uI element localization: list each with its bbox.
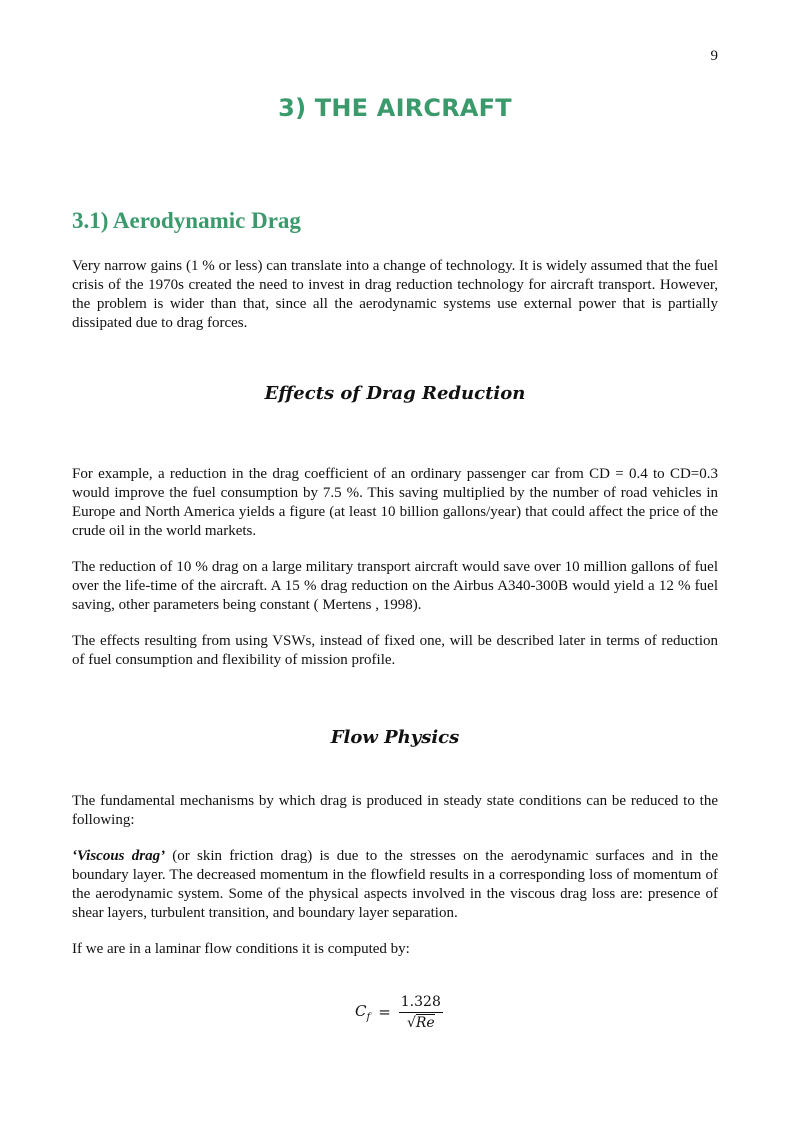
- intro-paragraph: Very narrow gains (1 % or less) can translate into a change of technology. It is widely assumed that the fuel crisis of the 1970s created the need to invest in drag reduction technology for aircraft transport. However, the problem is wider than that, since all the aerodynamic systems use external power that is partially dissipated due to drag forces.: [72, 258, 718, 331]
- mechanisms-paragraph: The fundamental mechanisms by which drag is produced in steady state conditions can be reduced to the following:: [72, 793, 718, 828]
- skin-friction-formula: [355, 990, 443, 1034]
- vsw-paragraph: The effects resulting from using VSWs, instead of fixed one, will be described later in terms of reduction of fuel consumption and flexibility of mission profile.: [72, 633, 718, 668]
- formula-numerator: 1.328: [399, 994, 443, 1013]
- subheading-effects: Effects of Drag Reduction: [264, 383, 526, 404]
- formula-equals: =: [378, 1003, 391, 1021]
- formula-fraction: [399, 994, 443, 1031]
- chapter-title: 3) THE AIRCRAFT: [278, 94, 512, 122]
- military-paragraph: The reduction of 10 % drag on a large military transport aircraft would save over 10 million gallons of fuel over the life-time of the aircraft. A 15 % drag reduction on the Airbus A340-300B would yield a 12 % fuel saving, other parameters being constant ( Mertens , 1998).: [72, 559, 718, 613]
- viscous-drag-text: (or skin friction drag) is due to the stresses on the aerodynamic surfaces and in the boundary layer. The decreased momentum in the flowfield results in a corresponding loss of momentum of the aerodynamic system. Some of the physical aspects involved in the viscous drag loss are: presence of shear layers, turbulent transition, and boundary layer separation.: [72, 848, 718, 921]
- subheading-flow: Flow Physics: [330, 727, 460, 748]
- square-root-icon: √: [406, 1014, 416, 1031]
- example-paragraph: For example, a reduction in the drag coefficient of an ordinary passenger car from CD = 0.4 to CD=0.3 would improve the fuel consumption by 7.5 %. This saving multiplied by the number of road vehicles in Europe and North America yields a figure (at least 10 billion gallons/year) that could affect the price of the crude oil in the world markets.: [72, 466, 718, 539]
- viscous-drag-paragraph: [72, 847, 718, 923]
- section-title: 3.1) Aerodynamic Drag: [72, 208, 301, 233]
- laminar-paragraph: If we are in a laminar flow conditions it is computed by:: [72, 941, 410, 957]
- page-number: 9: [710, 48, 718, 64]
- viscous-drag-term: ‘Viscous drag’: [72, 848, 166, 864]
- formula-lhs: $C_f$: [355, 1001, 371, 1023]
- formula-denominator: √Re: [406, 1014, 435, 1031]
